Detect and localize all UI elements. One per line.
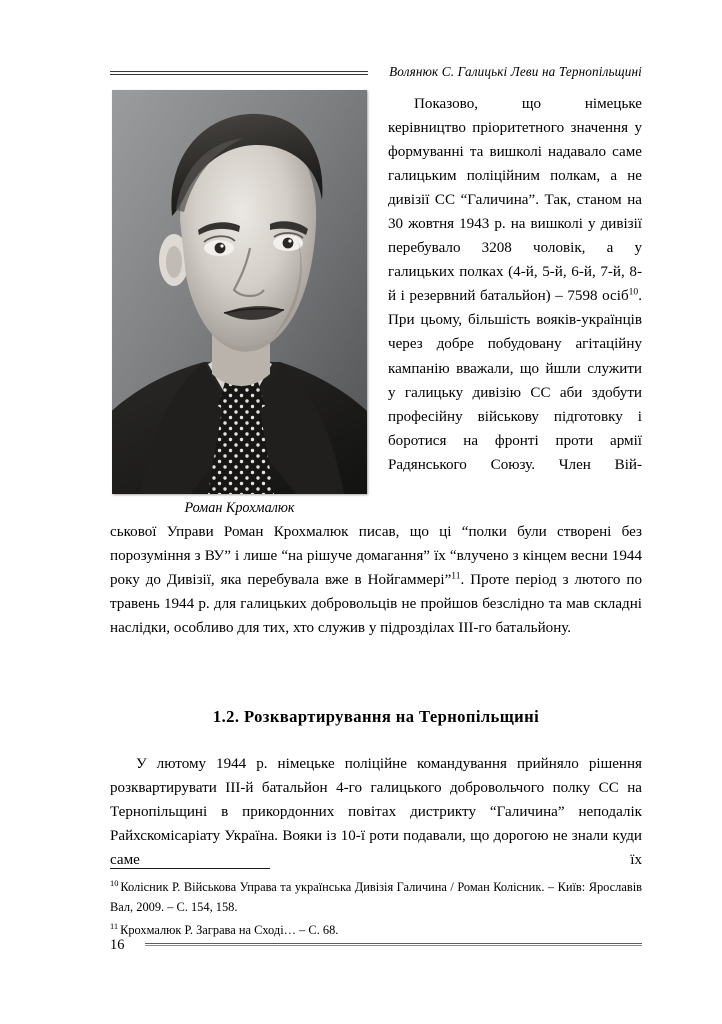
figure-caption: Роман Крохмалюк <box>184 500 295 516</box>
paragraph-after-heading <box>110 752 642 872</box>
paragraph-wrap-part1: ськової Управи Роман Крохмалюк писав, що ці “полки були створені без порозуміння з ВУ” і лише “на рішуче домагання” їх “влучено з кінцем весни 1944 року до Дивізії, яка перебувала вже в Нойгаммері” <box>110 524 642 589</box>
main-section-text <box>110 752 642 872</box>
footnote-marker: 11 <box>110 922 119 932</box>
footnote-list <box>110 874 642 941</box>
portrait-photo <box>112 90 367 494</box>
paragraph-column <box>388 92 642 477</box>
footnote-text: Колісник Р. Військова Управа та українська Дивізія Галичина / Роман Колісник. – Київ: Ярославів Вал, 2009. – С. 154, 158. <box>110 880 642 914</box>
portrait-photo-graphic <box>112 90 367 494</box>
main-wrap-text <box>110 520 642 640</box>
paragraph-column-part2: . При цьому, більшість вояків-українців через добре побудовану агітаційну кампанію вважали, що йшли служити у галицьку дивізію СС аби здобути професійну військову підготовку і боротися на фронті проти армії Радянського Союзу. Член Вій- <box>388 288 642 473</box>
footer-rule <box>145 943 642 946</box>
page-footer <box>110 936 642 956</box>
footnote-marker: 10 <box>110 879 119 888</box>
main-column-text <box>388 92 642 477</box>
footnote-item <box>110 874 642 917</box>
paragraph-column-part1: Показово, що німецьке керівництво пріоритетного значення у формуванні та вишколі надавало саме галицьким поліційним полкам, а не дивізії СС “Галичина”. Так, станом на 30 жовтня 1943 р. на вишколі у дивізії перебувало 3208 чоловік, а у галицьких полках (4-й, 5-й, 6-й, 7-й, 8-й і резервний батальйон) – 7598 осіб <box>388 96 642 305</box>
page-number: 16 <box>110 937 125 953</box>
footnote-ref-10: 10 <box>628 286 639 298</box>
running-title: Волянюк С. Галицькі Леви на Тернопільщині <box>389 64 642 79</box>
footnote-text: Крохмалюк Р. Заграва на Сході… – С. 68. <box>120 923 339 938</box>
footnote-ref-11: 11 <box>451 570 461 582</box>
page-header <box>110 62 642 84</box>
paragraph-after-heading-text: У лютому 1944 р. німецьке поліційне командування прийняло рішення розквартирувати ІІІ-й батальйон 4-го галицького добровольчого полку СС на Тернопільщині в прикордонних повітах дистрикту “Галичина” неподалік Райхскомісаріату Україна. Вояки із 10-ї роти подавали, що дорогою не знали куди саме їх <box>110 756 642 869</box>
paragraph-wrap <box>110 520 642 640</box>
section-heading: 1.2. Розквартирування на Тернопільщині <box>212 707 540 726</box>
paragraph-wrap-part2: . Проте період з лютого по травень 1944 р. для галицьких добровольців не пройшов безслідно та мав складні наслідки, особливо для тих, хто служив у підрозділах ІІІ-го батальйону. <box>110 572 642 637</box>
header-rule <box>110 71 368 75</box>
footnote-separator <box>110 868 270 869</box>
figure-portrait <box>112 90 367 518</box>
